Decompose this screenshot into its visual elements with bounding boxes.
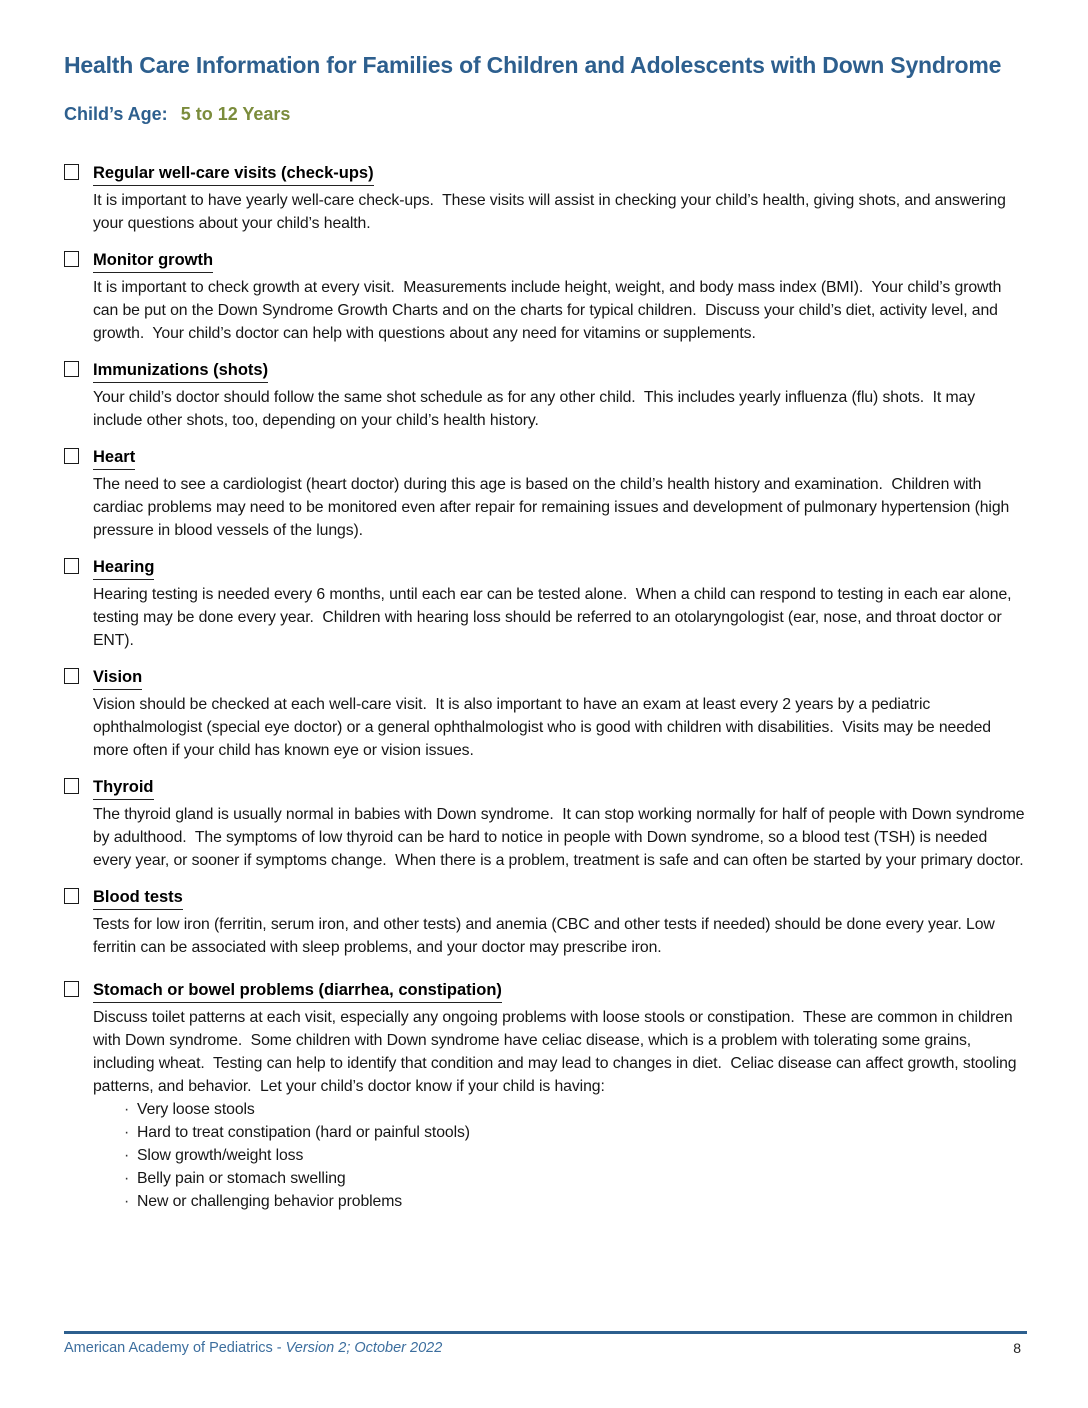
section-body: Discuss toilet patterns at each visit, especially any ongoing problems with loose stools or constipation. These are common in children with Down syndrome. Some children with Down syndrome have celiac disease, which is a problem with tolerating some grains, including wheat. Testing can help to identify that condition and may lead to changes in diet. Celiac disease can affect growth, stooling patterns, and behavior. Let your child’s doctor know if your child is having: [93,1009,1021,1095]
checklist-section [64,886,1026,959]
checkbox[interactable] [64,778,79,794]
section-body: The need to see a cardiologist (heart doctor) during this age is based on the child’s health history and examination. Children with cardiac problems may need to be monitored even after repair for remaining issues and development of pulmonary hypertension (high pressure in blood vessels of the lungs). [93,476,1014,539]
checkbox[interactable] [64,558,79,574]
checkbox[interactable] [64,251,79,267]
section-bullets [93,1098,1026,1213]
checkbox[interactable] [64,164,79,180]
child-age-label: Child’s Age: [64,104,168,124]
page-footer [64,1331,1027,1358]
footer-org: American Academy of Pediatrics - [64,1340,286,1356]
section-content [93,979,1026,1213]
checklist-section [64,446,1026,542]
child-age-row [64,102,1026,126]
checkbox[interactable] [64,361,79,377]
page-title: Health Care Information for Families of Children and Adolescents with Down Syndrome [64,52,1002,78]
section-heading [93,666,1026,690]
section-heading-text: Vision [93,666,142,690]
page-number: 8 [1013,1340,1021,1356]
section-content [93,249,1026,345]
section-body: It is important to have yearly well-care check-ups. These visits will assist in checking your child’s health, giving shots, and answering your questions about your child’s health. [93,192,1011,232]
checklist-section [64,776,1029,872]
bullet-item: · Slow growth/weight loss [137,1144,1026,1167]
checklist-section [64,359,1026,432]
section-content [93,162,1026,235]
section-heading [93,886,1026,910]
section-heading [93,162,1026,186]
bullet-item: · Very loose stools [137,1098,1026,1121]
checklist-section [64,666,1026,762]
bullet-item: · Hard to treat constipation (hard or painful stools) [137,1121,1026,1144]
section-body: Your child’s doctor should follow the same shot schedule as for any other child. This includes yearly influenza (flu) shots. It may include other shots, too, depending on your child’s health history. [93,389,980,429]
section-content [93,666,1026,762]
checklist-section [64,979,1026,1213]
checkbox[interactable] [64,888,79,904]
section-content [93,446,1026,542]
section-content [93,886,1026,959]
checklist-section [64,556,1026,652]
section-body: It is important to check growth at every visit. Measurements include height, weight, and body mass index (BMI). Your child’s growth can be put on the Down Syndrome Growth Charts and on the charts for typical children. Discuss your child’s diet, activity level, and growth. Your child’s doctor can help with questions about any need for vitamins or supplements. [93,279,1006,342]
section-heading [93,776,1026,800]
section-body: Vision should be checked at each well-care visit. It is also important to have an exam at least every 2 years by a pediatric ophthalmologist (special eye doctor) or a general ophthalmologist who is good with children with disabilities. Visits may be needed more often if your child has known eye or vision issues. [93,696,996,759]
child-age-value: 5 to 12 Years [180,104,291,124]
footer-version: Version 2; October 2022 [285,1340,443,1356]
section-heading-text: Blood tests [93,886,183,910]
checkbox[interactable] [64,448,79,464]
sections-container [64,162,1029,1213]
section-body: Hearing testing is needed every 6 months, until each ear can be tested alone. When a child can respond to testing in each ear alone, testing may be done every year. Children with hearing loss should be referred to an otolaryngologist (ear, nose, and throat doctor or ENT). [93,586,1016,649]
section-body: The thyroid gland is usually normal in babies with Down syndrome. It can stop working normally for half of people with Down syndrome by adulthood. The symptoms of low thyroid can be hard to notice in people with Down syndrome, so a blood test (TSH) is needed every year, or sooner if symptoms change. When there is a problem, treatment is safe and can often be started by your primary doctor. [93,806,1029,869]
bullet-item: · Belly pain or stomach swelling [137,1167,1026,1190]
checklist-section [64,249,1026,345]
section-heading-text: Immunizations (shots) [93,359,268,383]
checkbox[interactable] [64,668,79,684]
section-heading-text: Thyroid [93,776,154,800]
section-body: Tests for low iron (ferritin, serum iron, and other tests) and anemia (CBC and other tests if needed) should be done every year. Low ferritin can be associated with sleep problems, and your doctor may prescribe iron. [93,916,1000,956]
section-heading-text: Regular well-care visits (check-ups) [93,162,374,186]
section-heading-text: Heart [93,446,135,470]
checklist-section [64,162,1026,235]
section-heading [93,556,1026,580]
section-content [93,359,1026,432]
section-heading [93,979,1026,1003]
bullet-item: · New or challenging behavior problems [137,1190,1026,1213]
footer-attribution [64,1338,442,1358]
checkbox[interactable] [64,981,79,997]
section-heading-text: Monitor growth [93,249,213,273]
section-content [93,556,1026,652]
section-heading-text: Hearing [93,556,154,580]
section-heading-text: Stomach or bowel problems (diarrhea, constipation) [93,979,502,1003]
section-heading [93,249,1026,273]
section-heading [93,446,1026,470]
section-content [93,776,1029,872]
section-heading [93,359,1026,383]
